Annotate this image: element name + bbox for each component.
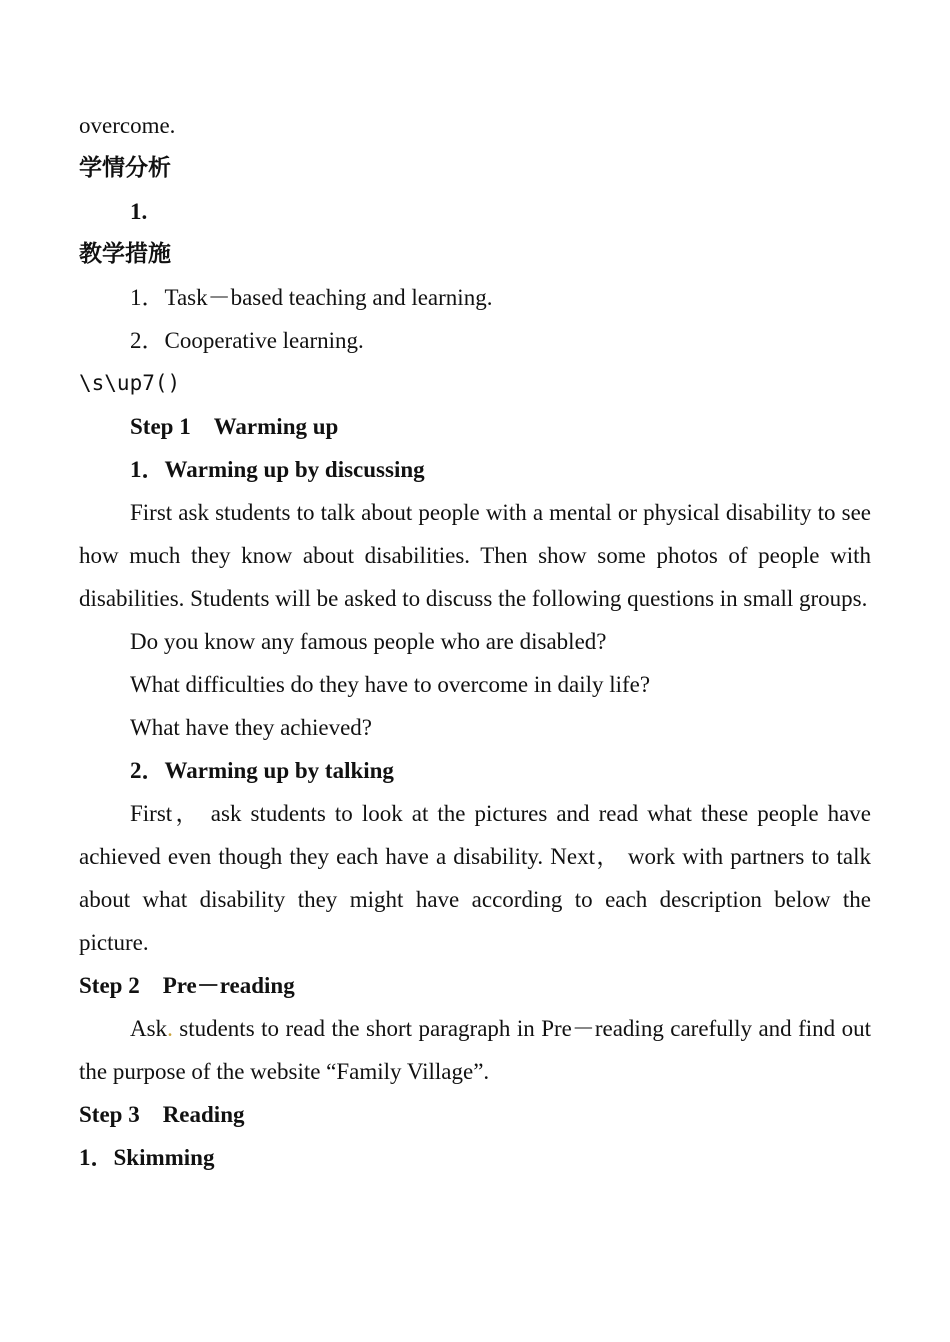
step3-heading: Step 3 Reading: [79, 1102, 245, 1127]
step2-paragraph: [79, 1007, 871, 1093]
step1-part2-heading: 2．Warming up by talking: [130, 758, 394, 783]
teaching-method-item-1: 1．Task－based teaching and learning.: [130, 285, 493, 310]
step1-heading: Step 1 Warming up: [130, 414, 339, 439]
learner-analysis-item-1: 1.: [130, 199, 148, 224]
discussion-question-1: Do you know any famous people who are disabled?: [130, 629, 607, 654]
step1-part1-paragraph: First ask students to talk about people with a mental or physical disability to see how much they know about disabilities. Then show some photos of people with disabilities. Students will be asked to discuss the following questions in small groups.: [79, 500, 871, 611]
continuation-text: overcome.: [79, 113, 176, 138]
document-page: [79, 104, 871, 1179]
step1-part2-paragraph: First， ask students to look at the pictures and read what these people have achieved even though they each have a disability. Next， work with partners to talk about what disability they might have according to each description below the picture.: [79, 801, 871, 955]
step3-sub1-heading: 1．Skimming: [79, 1145, 215, 1170]
discussion-question-2: What difficulties do they have to overcome in daily life?: [130, 672, 651, 697]
teaching-method-item-2: 2．Cooperative learning.: [130, 328, 364, 353]
step2-heading: Step 2 Pre－reading: [79, 973, 295, 998]
step1-part1-heading: 1．Warming up by discussing: [130, 457, 425, 482]
teaching-methods-heading: 教学措施: [79, 241, 171, 267]
field-code-text: \s\up7(): [79, 371, 181, 395]
learner-analysis-heading: 学情分析: [79, 155, 171, 181]
step2-paragraph-rest: students to read the short paragraph in Pre－reading carefully and find out the purpose of the website “Family Village”.: [79, 1016, 871, 1084]
step2-paragraph-start: Ask: [130, 1016, 168, 1041]
marker-dot: .: [167, 1016, 173, 1041]
discussion-question-3: What have they achieved?: [130, 715, 373, 740]
